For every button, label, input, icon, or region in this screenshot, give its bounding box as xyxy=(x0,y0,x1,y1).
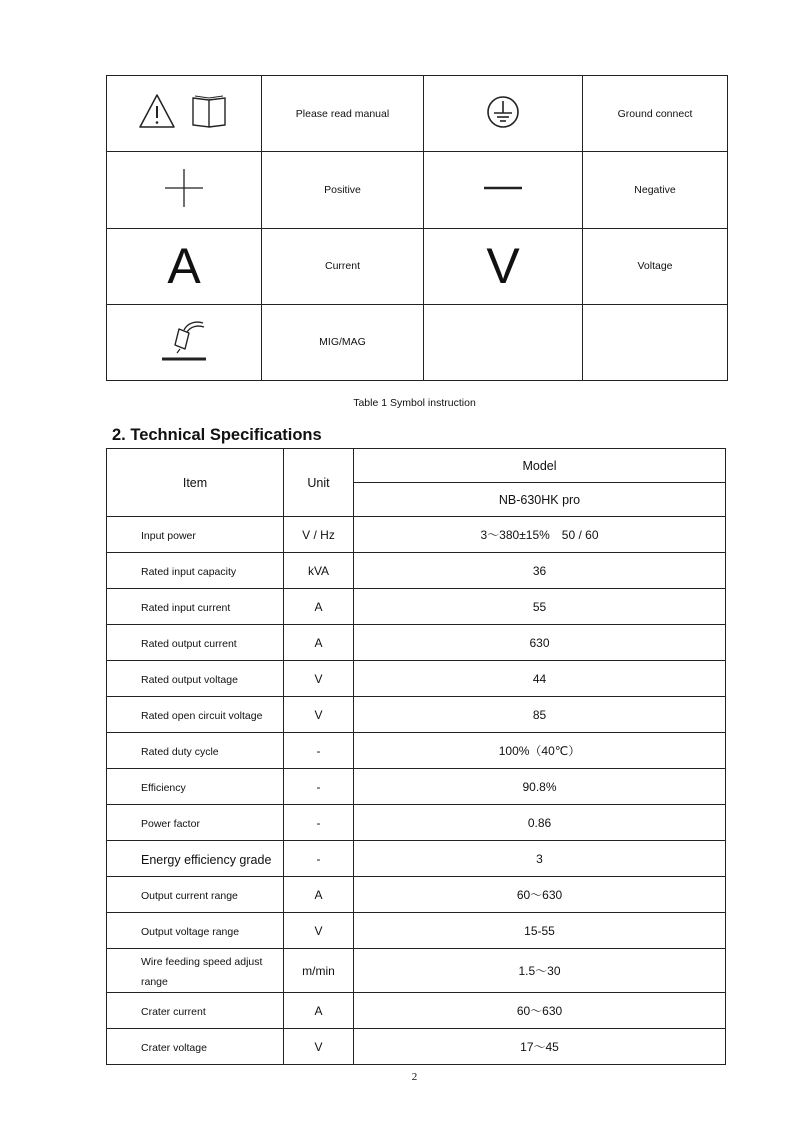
symbol-label: MIG/MAG xyxy=(262,304,424,380)
spec-item: Output voltage range xyxy=(107,913,284,949)
empty-cell xyxy=(424,304,583,380)
positive-icon xyxy=(164,168,204,208)
symbol-row xyxy=(107,76,728,152)
symbol-row xyxy=(107,304,728,380)
table-row xyxy=(107,805,726,841)
header-item: Item xyxy=(107,449,284,517)
spec-item: Rated duty cycle xyxy=(107,733,284,769)
spec-item: Output current range xyxy=(107,877,284,913)
spec-value: 3～380±15% 50 / 60 xyxy=(354,517,726,553)
spec-unit: - xyxy=(284,841,354,877)
spec-item: Rated open circuit voltage xyxy=(107,697,284,733)
symbol-cell xyxy=(424,228,583,304)
spec-unit: V xyxy=(284,661,354,697)
spec-item: Rated output voltage xyxy=(107,661,284,697)
symbol-cell xyxy=(107,76,262,152)
spec-value: 90.8% xyxy=(354,769,726,805)
spec-unit: - xyxy=(284,769,354,805)
table-row xyxy=(107,517,726,553)
spec-value: 1.5～30 xyxy=(354,949,726,993)
section-title: 2. Technical Specifications xyxy=(112,426,322,444)
spec-item: Rated input capacity xyxy=(107,553,284,589)
spec-unit: kVA xyxy=(284,553,354,589)
spec-unit: A xyxy=(284,625,354,661)
header-model: Model xyxy=(354,449,726,483)
spec-value: 100%（40℃） xyxy=(354,733,726,769)
table-row xyxy=(107,697,726,733)
ground-icon xyxy=(485,94,521,130)
table-row xyxy=(107,949,726,993)
symbol-table xyxy=(106,75,728,381)
spec-unit: - xyxy=(284,733,354,769)
spec-value: 44 xyxy=(354,661,726,697)
symbol-row xyxy=(107,152,728,228)
symbol-cell xyxy=(424,76,583,152)
spec-value: 17～45 xyxy=(354,1029,726,1065)
spec-value: 36 xyxy=(354,553,726,589)
table-row xyxy=(107,769,726,805)
table-row xyxy=(107,1029,726,1065)
spec-unit: - xyxy=(284,805,354,841)
spec-table xyxy=(106,448,726,1065)
symbol-label: Ground connect xyxy=(583,76,728,152)
voltage-icon: V xyxy=(486,238,520,295)
spec-item: Wire feeding speed adjust range xyxy=(107,949,284,993)
spec-unit: V xyxy=(284,1029,354,1065)
spec-item: Rated input current xyxy=(107,589,284,625)
symbol-label: Negative xyxy=(583,152,728,228)
current-icon: A xyxy=(167,238,201,295)
table-row xyxy=(107,877,726,913)
table-row xyxy=(107,553,726,589)
table-row xyxy=(107,733,726,769)
negative-icon xyxy=(483,183,523,193)
symbol-row xyxy=(107,228,728,304)
table-caption: Table 1 Symbol instruction xyxy=(353,397,476,409)
symbol-label: Voltage xyxy=(583,228,728,304)
table-row xyxy=(107,589,726,625)
spec-unit: m/min xyxy=(284,949,354,993)
spec-item: Energy efficiency grade xyxy=(107,841,284,877)
spec-value: 15-55 xyxy=(354,913,726,949)
table-row xyxy=(107,625,726,661)
warning-manual-icon xyxy=(138,92,230,132)
symbol-label: Please read manual xyxy=(262,76,424,152)
page-number: 2 xyxy=(411,1071,418,1083)
spec-value: 85 xyxy=(354,697,726,733)
symbol-cell xyxy=(107,152,262,228)
spec-item: Efficiency xyxy=(107,769,284,805)
spec-value: 60～630 xyxy=(354,993,726,1029)
spec-value: 630 xyxy=(354,625,726,661)
spec-unit: V / Hz xyxy=(284,517,354,553)
symbol-cell xyxy=(107,228,262,304)
spec-item: Crater voltage xyxy=(107,1029,284,1065)
spec-value: 55 xyxy=(354,589,726,625)
symbol-label: Positive xyxy=(262,152,424,228)
spec-unit: A xyxy=(284,993,354,1029)
table-row xyxy=(107,913,726,949)
header-model-name: NB-630HK pro xyxy=(354,483,726,517)
spec-item: Power factor xyxy=(107,805,284,841)
spec-unit: V xyxy=(284,913,354,949)
header-unit: Unit xyxy=(284,449,354,517)
symbol-label: Current xyxy=(262,228,424,304)
spec-item: Crater current xyxy=(107,993,284,1029)
spec-unit: V xyxy=(284,697,354,733)
spec-item: Rated output current xyxy=(107,625,284,661)
table-row xyxy=(107,993,726,1029)
spec-value: 0.86 xyxy=(354,805,726,841)
spec-item: Input power xyxy=(107,517,284,553)
spec-body xyxy=(107,517,726,1065)
symbol-label xyxy=(583,304,728,380)
spec-unit: A xyxy=(284,877,354,913)
spec-value: 60～630 xyxy=(354,877,726,913)
spec-header-row xyxy=(107,449,726,483)
table-row xyxy=(107,661,726,697)
table-row xyxy=(107,841,726,877)
symbol-cell xyxy=(107,304,262,380)
mig-mag-icon xyxy=(159,319,209,363)
spec-value: 3 xyxy=(354,841,726,877)
spec-unit: A xyxy=(284,589,354,625)
symbol-cell xyxy=(424,152,583,228)
